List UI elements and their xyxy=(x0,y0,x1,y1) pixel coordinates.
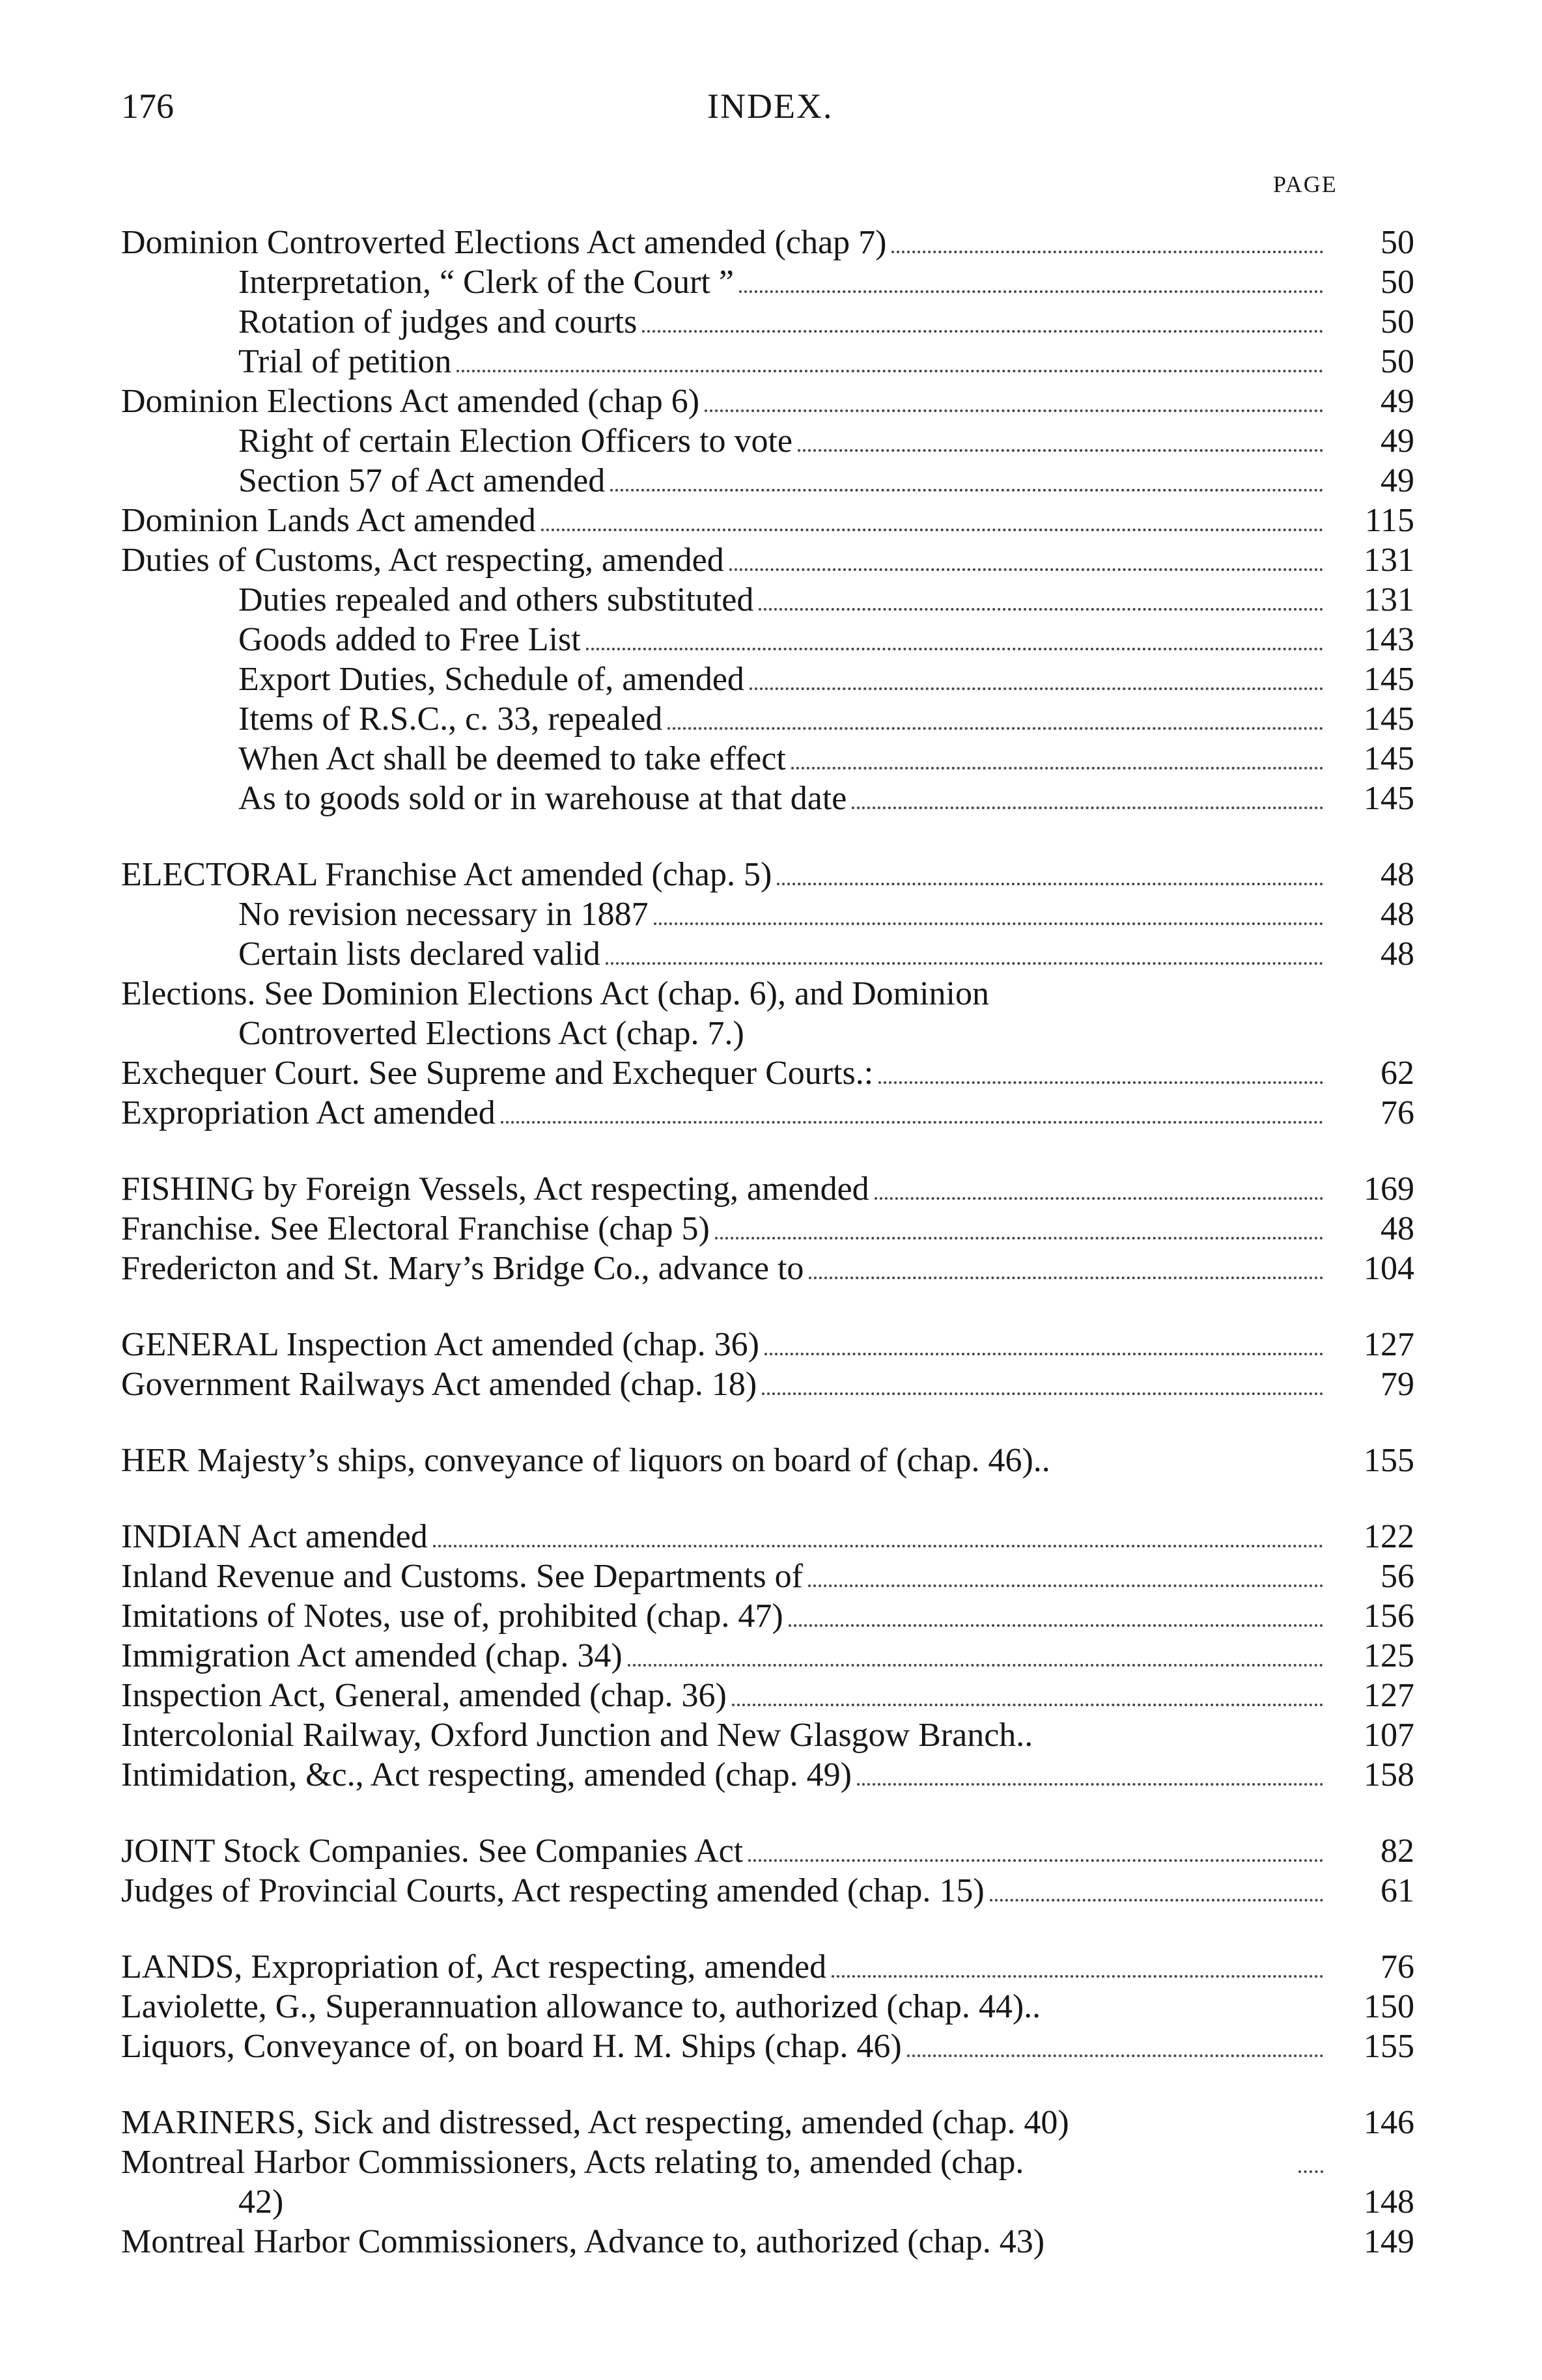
index-entry xyxy=(121,739,1414,779)
entry-text: Immigration Act amended (chap. 34) xyxy=(121,1637,623,1674)
entry-page-number: 107 xyxy=(1364,1717,1414,1754)
index-group xyxy=(121,1441,1414,1480)
entry-text: Fredericton and St. Mary’s Bridge Co., advance to xyxy=(121,1250,804,1287)
entry-page-number: 156 xyxy=(1364,1598,1414,1635)
index-entry xyxy=(121,934,1414,974)
entry-text: Trial of petition xyxy=(238,343,452,380)
entry-page-number: 131 xyxy=(1364,581,1414,618)
entry-text: Laviolette, G., Superannuation allowance to, authorized (chap. 44).. xyxy=(121,1988,1041,2025)
index-entry xyxy=(121,779,1414,818)
entry-text: Inspection Act, General, amended (chap. 36) xyxy=(121,1677,727,1714)
entry-text: Imitations of Notes, use of, prohibited (chap. 47) xyxy=(121,1598,783,1635)
index-entry xyxy=(121,1249,1414,1288)
entry-text: As to goods sold or in warehouse at that date xyxy=(238,780,847,817)
entry-page-number: 155 xyxy=(1364,1442,1414,1479)
entry-page-number: 127 xyxy=(1364,1326,1414,1363)
index-entry xyxy=(121,262,1414,302)
entry-text: Intimidation, &c., Act respecting, amended (chap. 49) xyxy=(121,1756,852,1793)
entry-page-number: 56 xyxy=(1381,1558,1414,1595)
page-column-heading: PAGE xyxy=(1273,171,1338,197)
entry-page-number: 61 xyxy=(1381,1872,1414,1909)
dot-leader xyxy=(750,687,1323,690)
index-entry xyxy=(121,2142,1414,2222)
entry-text: When Act shall be deemed to take effect xyxy=(238,740,786,777)
index-entry xyxy=(121,1676,1414,1715)
entry-page-number: 50 xyxy=(1381,303,1414,340)
index-entry xyxy=(121,1325,1414,1364)
entry-page-number: 145 xyxy=(1364,740,1414,777)
entry-text: Montreal Harbor Commissioners, Advance to, authorized (chap. 43) xyxy=(121,2223,1045,2260)
dot-leader xyxy=(764,1353,1323,1355)
index-entry xyxy=(121,381,1414,421)
entry-text: LANDS, Expropriation of, Act respecting, amended xyxy=(121,1948,827,1986)
dot-leader xyxy=(610,489,1323,491)
entry-page-number: 49 xyxy=(1381,462,1414,499)
dot-leader xyxy=(809,1277,1323,1279)
dot-leader xyxy=(857,1783,1323,1786)
entry-page-number: 48 xyxy=(1381,935,1414,973)
dot-leader xyxy=(739,290,1323,293)
index-entry xyxy=(121,223,1414,262)
entry-text: Section 57 of Act amended xyxy=(238,462,606,499)
entry-text: Government Railways Act amended (chap. 18) xyxy=(121,1366,757,1403)
dot-leader xyxy=(628,1664,1323,1667)
index-entry xyxy=(121,1364,1414,1404)
entry-text: ELECTORAL Franchise Act amended (chap. 5) xyxy=(121,856,772,893)
dot-leader xyxy=(832,1975,1323,1978)
index-group xyxy=(121,1517,1414,1795)
index-entry xyxy=(121,461,1414,501)
entry-page-number: 50 xyxy=(1381,343,1414,380)
entry-text: Judges of Provincial Courts, Act respecting amended (chap. 15) xyxy=(121,1872,985,1909)
index-entry xyxy=(121,1093,1414,1133)
index-entry xyxy=(121,1596,1414,1636)
index-group xyxy=(121,1325,1414,1404)
entry-page-number: 145 xyxy=(1364,700,1414,738)
running-title: INDEX. xyxy=(707,87,834,126)
dot-leader xyxy=(705,409,1323,412)
index-group xyxy=(121,1831,1414,1911)
index-group xyxy=(121,1169,1414,1288)
entry-text: INDIAN Act amended xyxy=(121,1518,428,1555)
entry-page-number: 145 xyxy=(1364,780,1414,817)
entry-text: JOINT Stock Companies. See Companies Act xyxy=(121,1833,744,1870)
entry-page-number: 155 xyxy=(1364,2028,1414,2065)
entry-text: Right of certain Election Officers to vote xyxy=(238,422,792,460)
index-entry xyxy=(121,894,1414,934)
dot-leader xyxy=(759,608,1323,611)
dot-leader xyxy=(808,1584,1323,1587)
dot-leader xyxy=(642,330,1323,333)
entry-text: Exchequer Court. See Supreme and Exchequer Courts.: xyxy=(121,1055,874,1092)
dot-leader xyxy=(791,767,1323,769)
index-entry xyxy=(121,1755,1414,1795)
entry-text: Certain lists declared valid xyxy=(238,935,600,973)
entry-text: Montreal Harbor Commissioners, Acts relating to, amended (chap. 42) xyxy=(121,2142,1293,2222)
entry-text: Export Duties, Schedule of, amended xyxy=(238,661,744,698)
entry-page-number: 49 xyxy=(1381,422,1414,460)
index-entry xyxy=(121,501,1414,540)
entry-page-number: 131 xyxy=(1364,542,1414,579)
index-entry xyxy=(121,1053,1414,1093)
index-entry xyxy=(121,699,1414,739)
entry-text: GENERAL Inspection Act amended (chap. 36) xyxy=(121,1326,760,1363)
entry-page-number: 76 xyxy=(1381,1948,1414,1986)
entry-text: Duties repealed and others substituted xyxy=(238,581,754,618)
index-entry xyxy=(121,1636,1414,1676)
entry-text: Expropriation Act amended xyxy=(121,1094,496,1131)
entry-page-number: 49 xyxy=(1381,383,1414,420)
index-entry xyxy=(121,855,1414,894)
dot-leader xyxy=(852,807,1323,809)
index-entry xyxy=(121,1715,1414,1755)
entry-page-number: 145 xyxy=(1364,661,1414,698)
entry-page-number: 48 xyxy=(1381,896,1414,933)
entry-text: Elections. See Dominion Elections Act (chap. 6), and Dominion Controverted Elections Act (chap. 7.) xyxy=(121,974,1293,1053)
dot-leader xyxy=(606,962,1323,965)
entry-page-number: 158 xyxy=(1364,1756,1414,1793)
index-entry xyxy=(121,1169,1414,1209)
page-number: 176 xyxy=(121,87,174,126)
dot-leader xyxy=(456,370,1323,372)
index-entry xyxy=(121,421,1414,461)
entry-text: Intercolonial Railway, Oxford Junction and New Glasgow Branch.. xyxy=(121,1717,1033,1754)
entry-text: FISHING by Foreign Vessels, Act respecting, amended xyxy=(121,1170,869,1208)
dot-leader xyxy=(777,883,1323,885)
entry-page-number: 79 xyxy=(1381,1366,1414,1403)
dot-leader xyxy=(729,568,1323,571)
index-entry xyxy=(121,2222,1414,2262)
dot-leader xyxy=(1298,2170,1323,2173)
entry-page-number: 50 xyxy=(1381,264,1414,301)
dot-leader xyxy=(891,251,1323,253)
running-head xyxy=(0,86,1542,131)
entry-text: Liquors, Conveyance of, on board H. M. Ships (chap. 46) xyxy=(121,2028,902,2065)
entry-page-number: 76 xyxy=(1381,1094,1414,1131)
dot-leader xyxy=(878,1081,1323,1084)
index-entry xyxy=(121,580,1414,620)
dot-leader xyxy=(732,1704,1323,1706)
entry-page-number: 115 xyxy=(1364,502,1414,539)
index-entry xyxy=(121,1947,1414,1987)
entry-text: HER Majesty’s ships, conveyance of liquors on board of (chap. 46).. xyxy=(121,1442,1050,1479)
index-entry xyxy=(121,2103,1414,2142)
index-entry xyxy=(121,342,1414,381)
entry-text: Rotation of judges and courts xyxy=(238,303,638,340)
index-entry xyxy=(121,302,1414,342)
entry-page-number: 143 xyxy=(1364,621,1414,658)
index-group xyxy=(121,2103,1414,2262)
entry-text: Items of R.S.C., c. 33, repealed xyxy=(238,700,663,738)
entry-text: Franchise. See Electoral Franchise (chap 5) xyxy=(121,1210,710,1247)
entry-page-number: 48 xyxy=(1381,1210,1414,1247)
dot-leader xyxy=(501,1121,1323,1124)
index-group xyxy=(121,223,1414,818)
dot-leader xyxy=(875,1197,1323,1200)
index-entry xyxy=(121,1871,1414,1911)
entry-page-number: 48 xyxy=(1381,856,1414,893)
dot-leader xyxy=(715,1237,1323,1239)
entry-page-number: 104 xyxy=(1364,1250,1414,1287)
dot-leader xyxy=(789,1624,1323,1627)
entry-page-number: 149 xyxy=(1364,2223,1414,2260)
entry-page-number: 62 xyxy=(1381,1055,1414,1092)
index-entry xyxy=(121,2027,1414,2066)
dot-leader xyxy=(798,449,1323,452)
dot-leader xyxy=(433,1545,1323,1547)
entry-text: Goods added to Free List xyxy=(238,621,581,658)
index-entry xyxy=(121,620,1414,659)
entry-text: Interpretation, “ Clerk of the Court ” xyxy=(238,264,734,301)
index-group xyxy=(121,855,1414,1133)
dot-leader xyxy=(762,1392,1323,1395)
entry-text: No revision necessary in 1887 xyxy=(238,896,649,933)
index-group xyxy=(121,1947,1414,2066)
index-entry xyxy=(121,1557,1414,1596)
index-entry xyxy=(121,1209,1414,1249)
dot-leader xyxy=(907,2055,1323,2057)
entry-text: Dominion Elections Act amended (chap 6) xyxy=(121,383,700,420)
index-entry xyxy=(121,1517,1414,1557)
index-entry xyxy=(121,1987,1414,2027)
entry-page-number: 125 xyxy=(1364,1637,1414,1674)
index-entry xyxy=(121,659,1414,699)
entry-continuation: Controverted Elections Act (chap. 7.) xyxy=(238,1015,744,1052)
index-entry xyxy=(121,1831,1414,1871)
entry-continuation: 42) xyxy=(238,2183,284,2221)
index-entry xyxy=(121,974,1414,1053)
entry-text: Dominion Lands Act amended xyxy=(121,502,536,539)
entry-text: Inland Revenue and Customs. See Departments of xyxy=(121,1558,803,1595)
dot-leader xyxy=(667,727,1323,730)
dot-leader xyxy=(654,922,1323,925)
dot-leader xyxy=(990,1899,1323,1902)
dot-leader xyxy=(748,1859,1323,1862)
entry-page-number: 127 xyxy=(1364,1677,1414,1714)
entry-page-number: 146 xyxy=(1364,2104,1414,2141)
entry-text: Duties of Customs, Act respecting, amended xyxy=(121,542,724,579)
entry-text: MARINERS, Sick and distressed, Act respecting, amended (chap. 40) xyxy=(121,2104,1069,2141)
index-entry xyxy=(121,1441,1414,1480)
index-list xyxy=(121,223,1414,2298)
index-entry xyxy=(121,540,1414,580)
entry-page-number: 50 xyxy=(1381,224,1414,261)
dot-leader xyxy=(541,529,1323,531)
entry-page-number: 150 xyxy=(1364,1988,1414,2025)
entry-page-number: 122 xyxy=(1364,1518,1414,1555)
entry-page-number: 169 xyxy=(1364,1170,1414,1208)
entry-page-number: 148 xyxy=(1364,2183,1414,2221)
entry-text: Dominion Controverted Elections Act amended (chap 7) xyxy=(121,224,887,261)
dot-leader xyxy=(586,648,1323,650)
entry-page-number: 82 xyxy=(1381,1833,1414,1870)
